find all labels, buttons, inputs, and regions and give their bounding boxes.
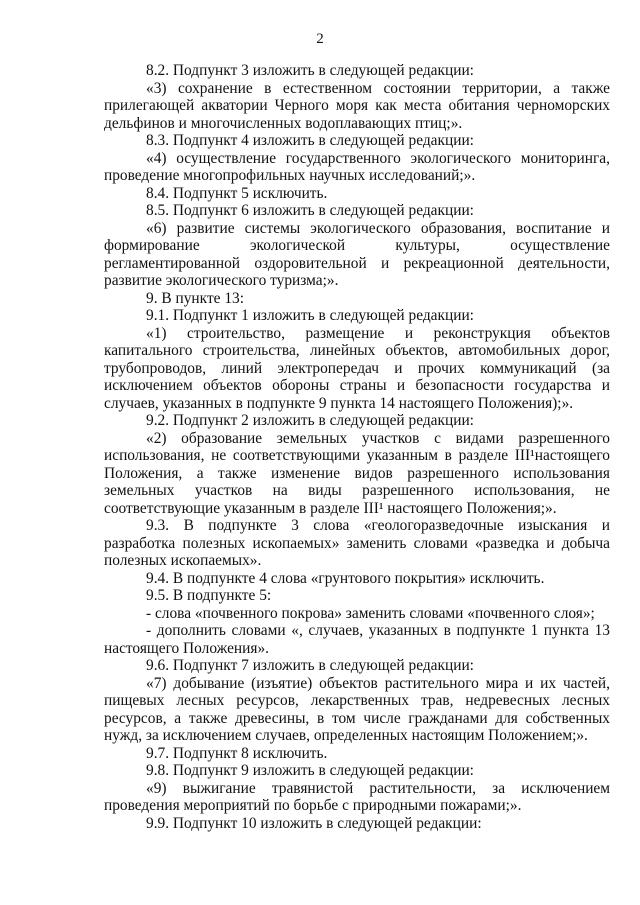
paragraph-9-7: 9.7. Подпункт 8 исключить. xyxy=(146,744,328,762)
page-number: 2 xyxy=(316,31,324,47)
paragraph-8-4: 8.4. Подпункт 5 исключить. xyxy=(146,184,328,202)
paragraph-9-3: 9.3. В подпункте 3 слова «геологоразведочные изыскания и разработка полезных ископаемых» заменить словами «разведка и добыча полезных ископаемых». xyxy=(104,517,610,569)
paragraph-8-2: 8.2. Подпункт 3 изложить в следующей редакции: xyxy=(146,62,474,79)
paragraph-8-5-text: «6) развитие системы экологического образования, воспитание и формирование экологической культуры, осуществление регламентированной оздоровительной и рекреационной деятельности, развитие экологического туризма;». xyxy=(104,219,610,289)
paragraph-9-9: 9.9. Подпункт 10 изложить в следующей редакции: xyxy=(146,814,482,832)
paragraph-9-4: 9.4. В подпункте 4 слова «грунтового покрытия» исключить. xyxy=(146,569,545,587)
paragraph-9-2: 9.2. Подпункт 2 изложить в следующей редакции: xyxy=(146,412,474,429)
paragraph-9-2-text: «2) образование земельных участков с видами разрешенного использования, не соответствующими указанным в разделе III¹настоящего Положения, а также изменение видов разрешенного использования земельных участков на виды разрешенного использования, не соответствующие указанным в разделе III¹ настоящего Положения;». xyxy=(104,429,610,517)
paragraph-9-8: 9.8. Подпункт 9 изложить в следующей редакции: xyxy=(146,762,474,779)
paragraph-9-5: 9.5. В подпункте 5: xyxy=(146,587,272,604)
paragraph-8-3: 8.3. Подпункт 4 изложить в следующей редакции: xyxy=(146,132,474,149)
paragraph-8-5: 8.5. Подпункт 6 изложить в следующей редакции: xyxy=(146,202,474,219)
paragraph-9-1: 9.1. Подпункт 1 изложить в следующей редакции: xyxy=(146,307,474,324)
paragraph-9: 9. В пункте 13: xyxy=(146,289,245,307)
paragraph-9-5-item-2: - дополнить словами «, случаев, указанных в подпункте 1 пункта 13 настоящего Положения». xyxy=(104,622,610,657)
document-body xyxy=(104,62,610,832)
paragraph-9-8-text: «9) выжигание травянистой растительности, за исключением проведения мероприятий по борьбе с природными пожарами;». xyxy=(104,779,610,814)
paragraph-9-5-item-1: - слова «почвенного покрова» заменить словами «почвенного слоя»; xyxy=(146,604,595,622)
paragraph-9-6-text: «7) добывание (изъятие) объектов растительного мира и их частей, пищевых лесных ресурсов, лекарственных трав, недревесных лесных ресурсов, а также древесины, в том числе гражданами для собственных нужд, за исключением случаев, определенных настоящим Положением;». xyxy=(104,674,610,744)
paragraph-9-1-text: «1) строительство, размещение и реконструкция объектов капитального строительства, линейных объектов, автомобильных дорог, трубопроводов, линий электропередач и прочих коммуникаций (за исключением объектов обороны страны и безопасности государства и случаев, указанных в подпункте 9 пункта 14 настоящего Положения);». xyxy=(104,324,610,412)
paragraph-8-2-text: «3) сохранение в естественном состоянии территории, а также прилегающей акватории Черного моря как места обитания черноморских дельфинов и многочисленных водоплавающих птиц;». xyxy=(104,79,610,132)
paragraph-8-3-text: «4) осуществление государственного экологического мониторинга, проведение многопрофильных научных исследований;». xyxy=(104,149,610,184)
paragraph-9-6: 9.6. Подпункт 7 изложить в следующей редакции: xyxy=(146,657,474,674)
